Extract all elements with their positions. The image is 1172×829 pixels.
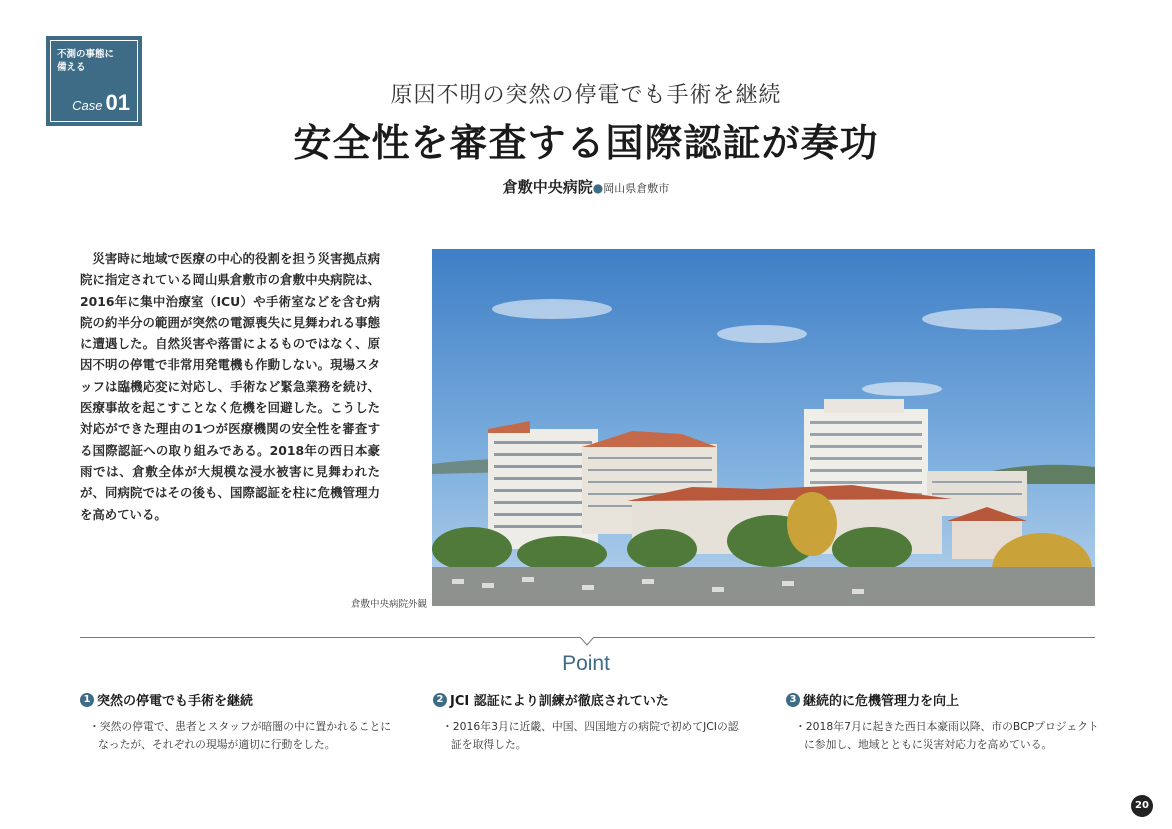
point-title-2 <box>433 690 748 709</box>
point-title-text: JCI 認証により訓練が徹底されていた <box>450 694 669 709</box>
divider-notch-icon <box>580 637 594 647</box>
point-description: ・2018年7月に起きた西日本豪雨以降、市のBCPプロジェクトに参加し、地域とともに災害対応力を高めている。 <box>795 720 1099 751</box>
case-topic-line1: 不測の事態に <box>57 49 115 60</box>
point-item-1 <box>80 690 395 754</box>
point-number-icon: 1 <box>80 693 94 707</box>
point-number-icon: 3 <box>786 693 800 707</box>
case-topic-line2: 備える <box>57 62 86 73</box>
organization-name: 倉敷中央病院 <box>502 178 593 196</box>
point-heading: Point <box>562 652 610 675</box>
article-subtitle: 原因不明の突然の停電でも手術を継続 <box>390 83 782 108</box>
hospital-photo <box>432 249 1095 606</box>
photo-caption: 倉敷中央病院外観 <box>350 599 427 610</box>
point-title-1 <box>80 690 395 709</box>
point-number-icon: 2 <box>433 693 447 707</box>
point-title-text: 突然の停電でも手術を継続 <box>97 694 254 709</box>
point-title-3 <box>786 690 1101 709</box>
body-paragraph: 災害時に地域で医療の中心的役割を担う災害拠点病院に指定されている岡山県倉敷市の倉敷中央病院は、2016年に集中治療室（ICU）や手術室などを含む病院の約半分の範囲が突然の電源喪失に見舞われる事態に遭遇した。自然災害や落雷によるものではなく、原因不明の停電で非常用発電機も作動しない。現場スタッフは臨機応変に対応し、手術など緊急業務を続け、医療事故を起こすことなく危機を回避した。こうした対応ができた理由の1つが医療機関の安全性を審査する国際認証への取り組みである。2018年の西日本豪雨では、倉敷全体が大規模な浸水被害に見舞われたが、同病院ではその後も、国際認証を柱に危機管理力を高めている。 <box>80 251 380 522</box>
organization-location: 岡山県倉敷市 <box>603 182 670 195</box>
point-item-3 <box>786 690 1101 754</box>
point-title-text: 継続的に危機管理力を向上 <box>803 694 960 709</box>
page-number: 20 <box>1131 795 1153 817</box>
article-title: 安全性を審査する国際認証が奏功 <box>293 120 879 165</box>
point-description: ・2016年3月に近畿、中国、四国地方の病院で初めてJCIの認証を取得した。 <box>442 720 739 751</box>
point-description: ・突然の停電で、患者とスタッフが暗闇の中に置かれることになったが、それぞれの現場が適切に行動をした。 <box>89 720 392 751</box>
point-item-2 <box>433 690 748 754</box>
case-topic <box>57 48 114 74</box>
organization-line <box>0 176 1172 197</box>
case-num: 01 <box>105 90 130 115</box>
location-bullet-icon: ● <box>592 181 604 195</box>
case-word: Case <box>72 98 103 113</box>
